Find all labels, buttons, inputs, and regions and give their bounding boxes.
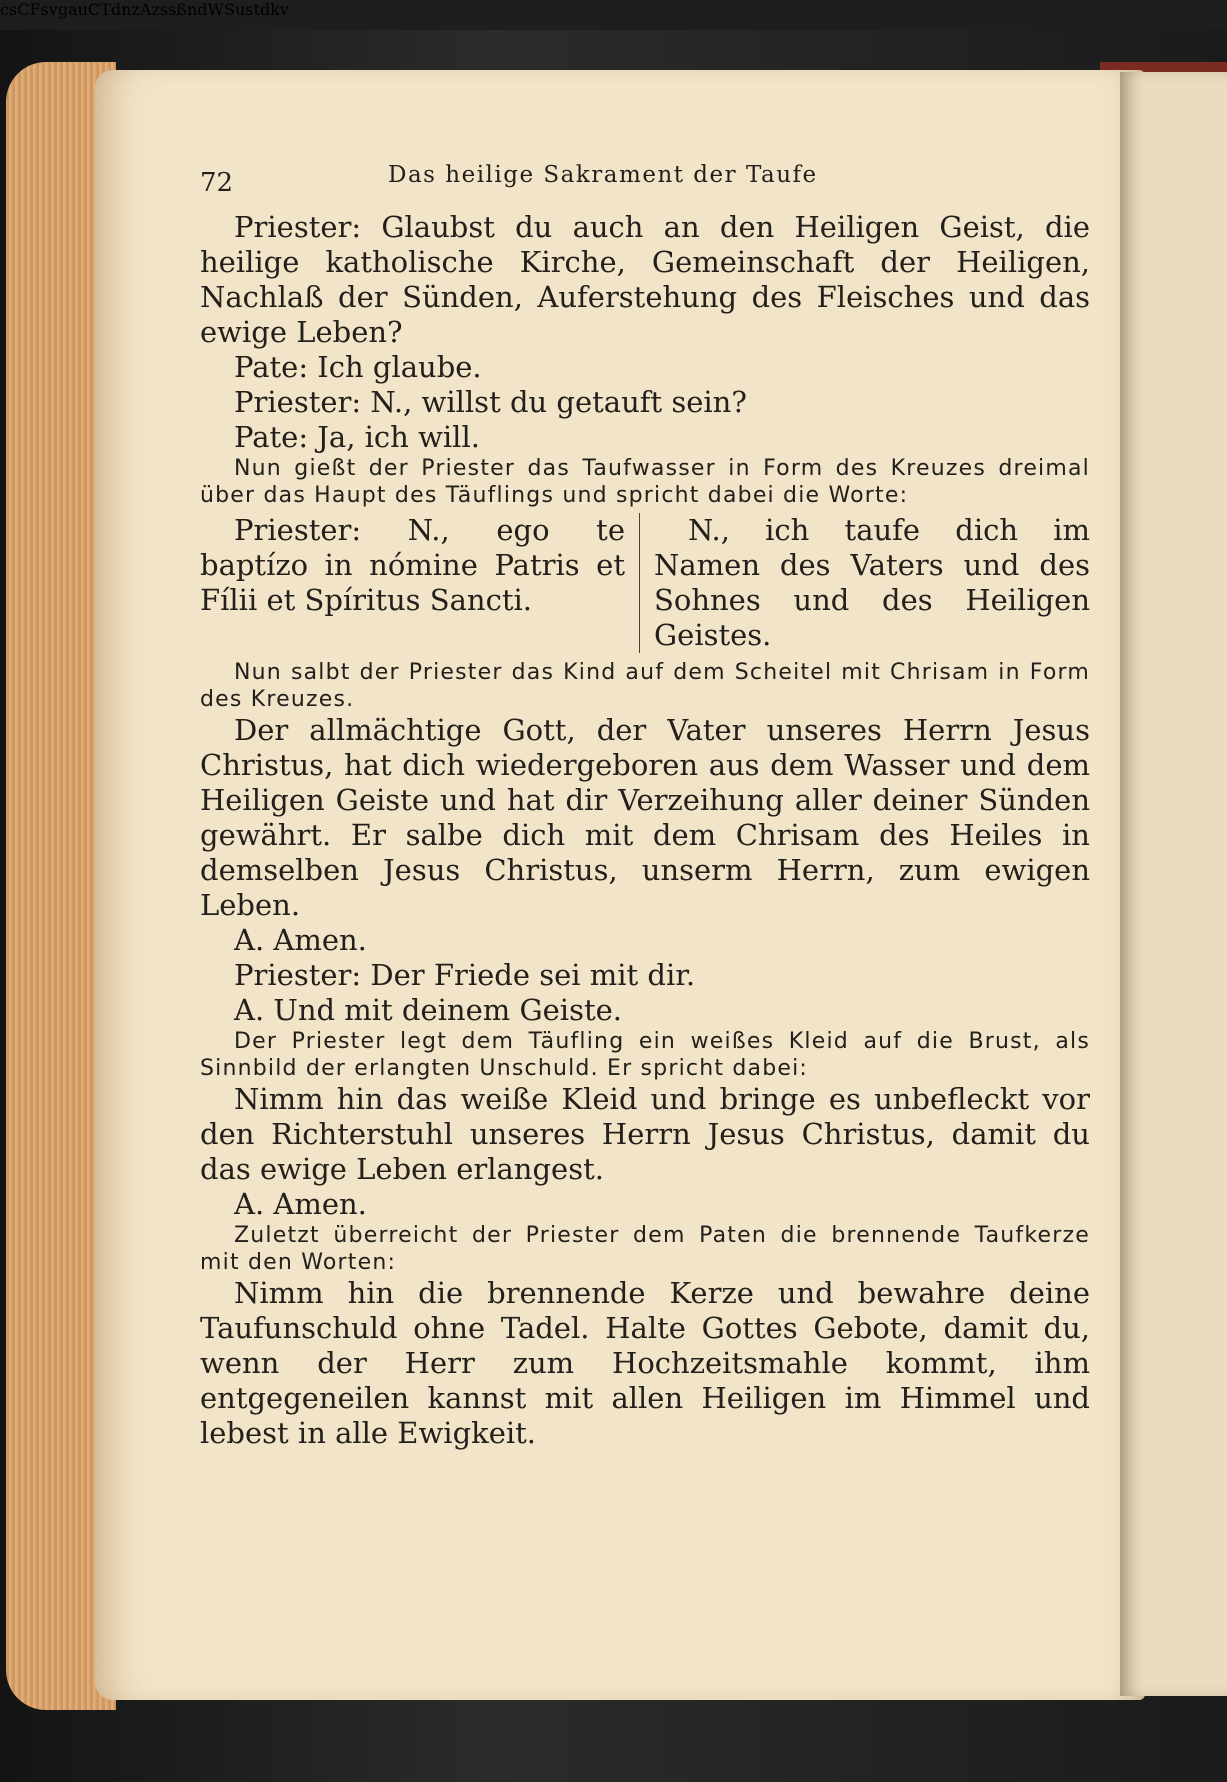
paragraph: Priester: N., willst du getauft sein? bbox=[234, 385, 747, 419]
paragraph: A. Und mit deinem Geiste. bbox=[234, 993, 623, 1027]
paragraph: Nimm hin das weiße Kleid und bringe es unbefleckt vor den Richterstuhl unseres Herrn Jesus Christus, damit du das ewige Leben erlangest. bbox=[200, 1082, 1090, 1186]
rubric: Zuletzt überreicht der Priester dem Paten die brennende Taufkerze mit den Worten: bbox=[200, 1223, 1090, 1275]
facing-page-letter: W bbox=[207, 0, 224, 19]
german-column: N., ich taufe dich im Namen des Vaters und des Sohnes und des Heiligen Geistes. bbox=[654, 513, 1090, 652]
rubric: Nun gießt der Priester das Taufwasser in Form des Kreuzes dreimal über das Haupt des Täuflings und spricht dabei die Worte: bbox=[200, 456, 1090, 508]
facing-page-letter: s bbox=[40, 0, 49, 19]
facing-page-letter: n bbox=[186, 0, 198, 19]
paragraph: Priester: Der Friede sei mit dir. bbox=[234, 958, 696, 992]
facing-page-letter: s bbox=[8, 0, 18, 19]
two-column-formula bbox=[200, 513, 1090, 653]
facing-page-letter: d bbox=[259, 0, 271, 19]
facing-page-text bbox=[0, 0, 1227, 19]
paragraph: A. Amen. bbox=[234, 923, 367, 957]
paragraph: Pate: Ja, ich will. bbox=[234, 420, 480, 454]
facing-page-letter: a bbox=[68, 0, 78, 19]
facing-page-letter: u bbox=[77, 0, 88, 19]
facing-page-letter: T bbox=[100, 0, 111, 19]
facing-page-edge bbox=[1120, 72, 1227, 1696]
paragraph: Priester: Glaubst du auch an den Heiligen Geist, die heilige katholische Kirche, Gemeinschaft der Heiligen, Nachlaß der Sünden, Auferstehung des Fleisches und das ewige Leben? bbox=[200, 210, 1090, 349]
running-title: Das heilige Sakrament der Taufe bbox=[388, 162, 818, 188]
paragraph: Der allmächtige Gott, der Vater unseres Herrn Jesus Christus, hat dich wiedergeboren aus dem Wasser und dem Heiligen Geiste und hat dir Verzeihung aller deiner Sünden gewährt. Er salbe dich mit dem Chrisam des Heiles in demselben Jesus Christus, unserm Herrn, zum ewigen Leben. bbox=[200, 713, 1090, 922]
facing-page-letter: d bbox=[197, 0, 208, 19]
facing-page-letter: s bbox=[168, 0, 177, 19]
facing-page-letter: c bbox=[0, 0, 9, 19]
facing-page-letter: s bbox=[159, 0, 169, 19]
page-content bbox=[200, 150, 1090, 1451]
latin-column: Priester: N., ego te baptízo in nómine Patris et Fílii et Spíritus Sancti. bbox=[200, 513, 640, 653]
paragraph: A. Amen. bbox=[234, 1187, 367, 1221]
facing-page-letter: g bbox=[57, 0, 69, 19]
facing-page-letter: d bbox=[110, 0, 122, 19]
facing-page-letter: S bbox=[223, 0, 235, 19]
facing-page-letter: st bbox=[245, 0, 260, 19]
facing-page-letter: ß bbox=[176, 0, 187, 19]
facing-page-letter: F bbox=[29, 0, 41, 19]
facing-page-letter: A bbox=[139, 0, 152, 19]
facing-page-letter: v bbox=[48, 0, 58, 19]
paragraph: Nimm hin die brennende Kerze und bewahre deine Taufunschuld ohne Tadel. Halte Gottes Gebote, damit du, wenn der Herr zum Hochzeitsmahle kommt, ihm entgegeneilen kannst mit allen Heiligen im Himmel und lebest in alle Ewigkeit. bbox=[200, 1276, 1090, 1450]
facing-page-letter: C bbox=[17, 0, 30, 19]
facing-page-letter: k bbox=[270, 0, 280, 19]
facing-page-letter: n bbox=[121, 0, 132, 19]
facing-page-letter: z bbox=[131, 0, 140, 19]
page-number: 72 bbox=[200, 168, 234, 198]
paragraph: Pate: Ich glaube. bbox=[234, 350, 482, 384]
page-header bbox=[200, 150, 1090, 210]
facing-page-letter: u bbox=[234, 0, 246, 19]
facing-page-letter: z bbox=[151, 0, 160, 19]
facing-page-letter: v bbox=[279, 0, 289, 19]
facing-page-letter: C bbox=[87, 0, 101, 19]
rubric: Der Priester legt dem Täufling ein weißes Kleid auf die Brust, als Sinnbild der erlangten Unschuld. Er spricht dabei: bbox=[200, 1029, 1090, 1081]
rubric: Nun salbt der Priester das Kind auf dem Scheitel mit Chrisam in Form des Kreuzes. bbox=[200, 660, 1090, 712]
